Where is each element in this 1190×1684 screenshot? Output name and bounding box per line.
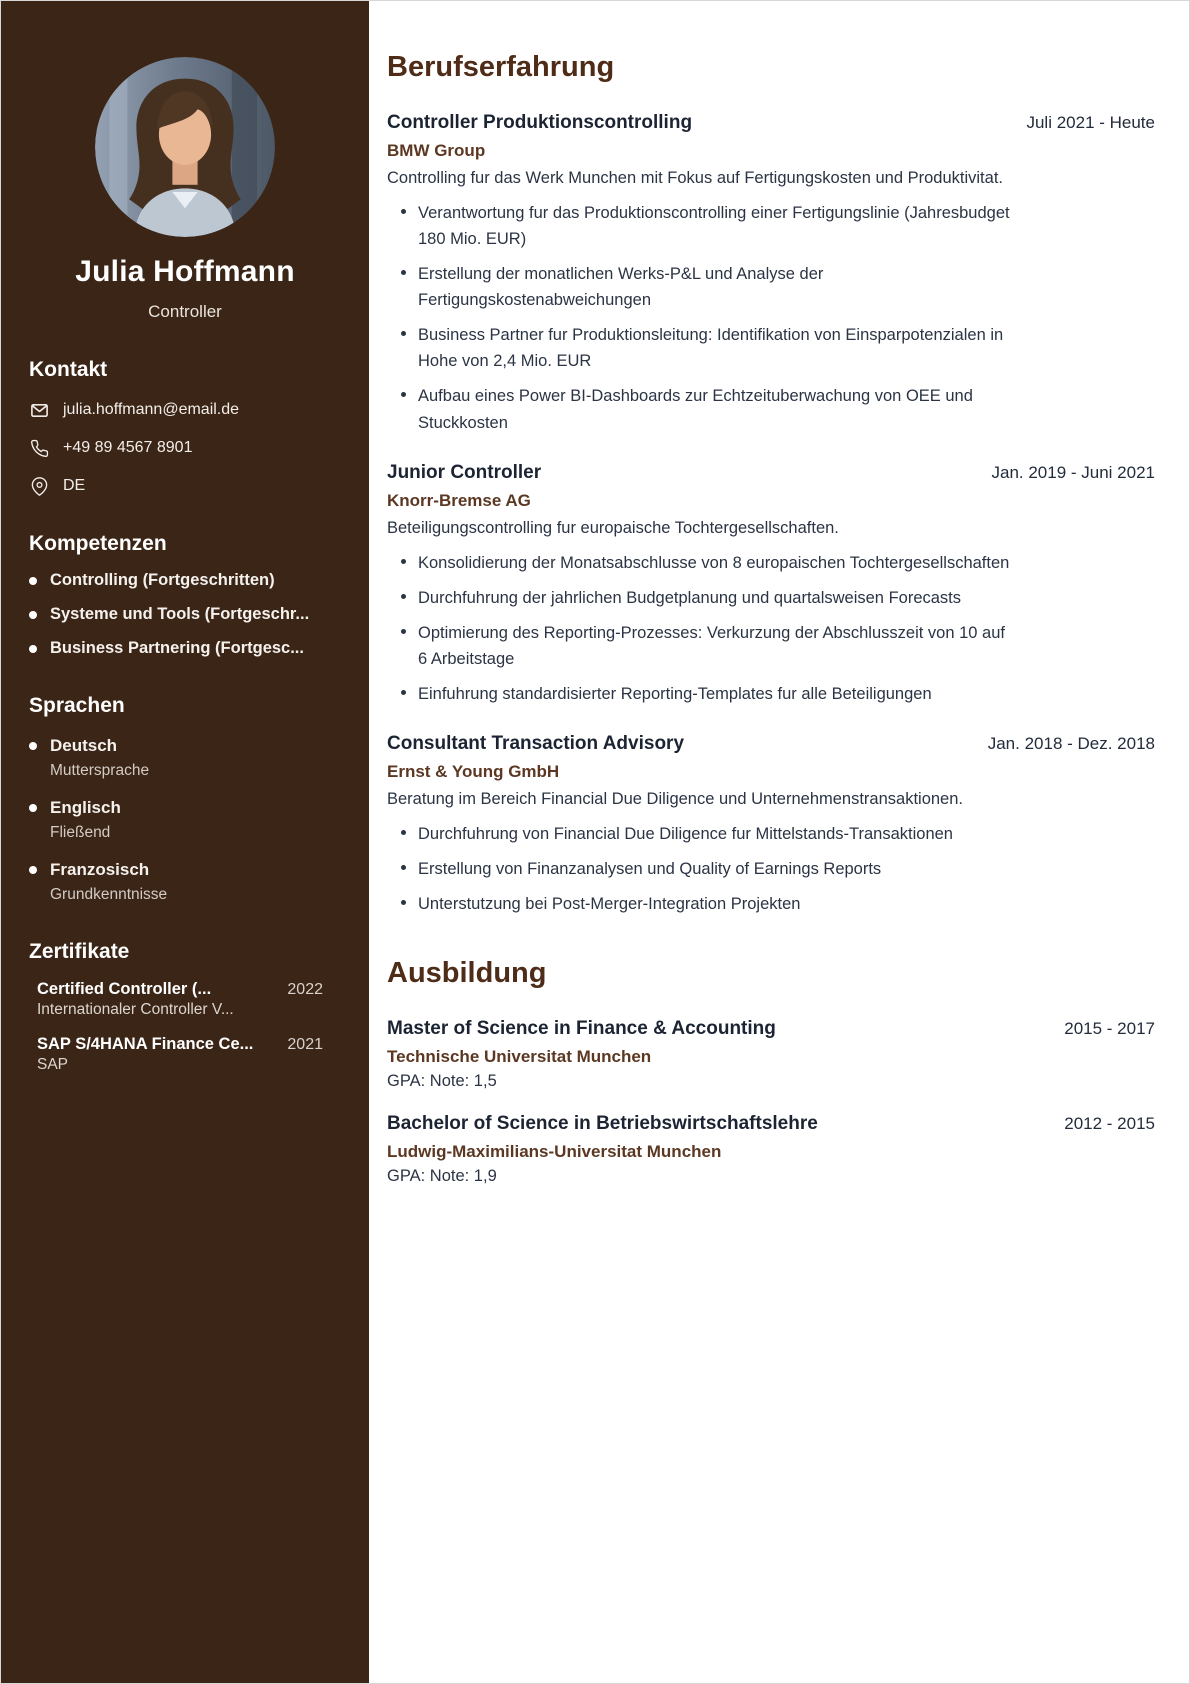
job-bullet: Durchfuhrung von Financial Due Diligence fur Mittelstands-Transaktionen <box>387 821 1012 847</box>
bullet-dot-icon <box>29 804 37 812</box>
bullet-dot-icon <box>29 645 37 653</box>
job-description: Beteiligungscontrolling fur europaische Tochtergesellschaften. <box>387 518 839 537</box>
job-company: Knorr-Bremse AG <box>387 490 531 510</box>
language-name-row <box>29 798 341 818</box>
certificate-issuer: Internationaler Controller V... <box>37 1001 234 1018</box>
job-title: Controller Produktionscontrolling <box>387 112 693 133</box>
profile-photo-image <box>95 57 275 237</box>
contact-phone-row <box>29 438 341 458</box>
job-header <box>387 462 1155 484</box>
job-company: Ernst & Young GmbH <box>387 761 560 781</box>
education-school: Ludwig-Maximilians-Universitat Munchen <box>387 1142 722 1162</box>
certificate-row <box>37 980 323 999</box>
job-title: Junior Controller <box>387 461 542 483</box>
job-bullet-list <box>387 200 1155 436</box>
education-degree: Bachelor of Science in Betriebswirtschaftslehre <box>387 1113 818 1135</box>
certificate-year: 2021 <box>287 1036 323 1053</box>
language-item <box>29 798 341 842</box>
bullet-dot-icon <box>29 742 37 750</box>
contact-email-row <box>29 400 341 420</box>
language-item <box>29 736 341 780</box>
job-dates: Jan. 2018 - Dez. 2018 <box>987 733 1155 753</box>
job-header <box>387 733 1155 755</box>
certificate-name: Certified Controller (... <box>37 980 212 998</box>
person-name: Julia Hoffmann <box>75 255 295 288</box>
education-section-heading: Ausbildung <box>387 957 547 990</box>
certificate-name: SAP S/4HANA Finance Ce... <box>37 1035 254 1053</box>
certificate-row <box>37 1035 323 1054</box>
job-bullet-list <box>387 550 1155 707</box>
education-gpa: GPA: Note: 1,9 <box>387 1167 497 1186</box>
education-degree: Master of Science in Finance & Accounting <box>387 1018 776 1040</box>
job-description: Beratung im Bereich Financial Due Diligence und Unternehmenstransaktionen. <box>387 789 963 808</box>
job-bullet-list <box>387 821 1155 917</box>
certificates-section <box>1 940 369 1074</box>
sidebar <box>1 1 369 1683</box>
skills-heading: Kompetenzen <box>29 532 167 555</box>
language-name-row <box>29 860 341 880</box>
job-bullet: Konsolidierung der Monatsabschlusse von 8 europaischen Tochtergesellschaften <box>387 550 1012 576</box>
job-bullet: Erstellung von Finanzanalysen und Quality of Earnings Reports <box>387 856 1012 882</box>
skill-label: Business Partnering (Fortgesc... <box>50 639 304 657</box>
job-title: Consultant Transaction Advisory <box>387 732 685 754</box>
job-header <box>387 112 1155 134</box>
phone-icon <box>29 438 49 458</box>
skills-section <box>1 532 369 658</box>
email-icon <box>29 400 49 420</box>
bullet-dot-icon <box>29 611 37 619</box>
job-bullet: Verantwortung fur das Produktionscontrolling einer Fertigungslinie (Jahresbudget 180 Mio. EUR) <box>387 200 1012 252</box>
education-header <box>387 1113 1155 1135</box>
job-bullet: Optimierung des Reporting-Prozesses: Verkurzung der Abschlusszeit von 10 auf 6 Arbeitstage <box>387 620 1012 672</box>
job-bullet: Einfuhrung standardisierter Reporting-Templates fur alle Beteiligungen <box>387 681 1012 707</box>
job-description: Controlling fur das Werk Munchen mit Fokus auf Fertigungskosten und Produktivitat. <box>387 169 1003 187</box>
job-bullet: Erstellung der monatlichen Werks-P&L und Analyse der Fertigungskostenabweichungen <box>387 261 1012 313</box>
language-name-row <box>29 736 341 756</box>
education-entry <box>387 1018 1155 1091</box>
certificate-issuer: SAP <box>37 1056 69 1073</box>
language-name: Deutsch <box>50 736 118 755</box>
contact-location-value: DE <box>63 477 86 494</box>
language-level: Grundkenntnisse <box>50 886 168 903</box>
skill-label: Controlling (Fortgeschritten) <box>50 571 275 589</box>
skill-item <box>29 571 341 590</box>
certificate-item <box>19 980 341 1019</box>
person-job-title: Controller <box>148 302 222 321</box>
contact-email-value: julia.hoffmann@email.de <box>63 401 240 418</box>
experience-section-heading: Berufserfahrung <box>387 51 615 83</box>
languages-section <box>1 694 369 904</box>
language-item <box>29 860 341 904</box>
bullet-dot-icon <box>29 577 37 585</box>
education-gpa: GPA: Note: 1,5 <box>387 1072 497 1091</box>
language-name: Franzosisch <box>50 860 150 879</box>
language-name: Englisch <box>50 798 121 817</box>
job-bullet: Unterstutzung bei Post-Merger-Integration Projekten <box>387 891 1012 917</box>
job-entry <box>387 112 1155 436</box>
job-entry <box>387 733 1155 917</box>
contact-phone-value: +49 89 4567 8901 <box>63 439 193 456</box>
certificate-item <box>19 1035 341 1074</box>
main-content <box>369 1 1189 1683</box>
bullet-dot-icon <box>29 866 37 874</box>
education-header <box>387 1018 1155 1040</box>
job-dates: Juli 2021 - Heute <box>1026 113 1155 132</box>
education-dates: 2015 - 2017 <box>1064 1019 1155 1039</box>
contact-section <box>1 358 369 496</box>
skill-label: Systeme und Tools (Fortgeschr... <box>50 605 310 623</box>
education-entry <box>387 1113 1155 1186</box>
language-level: Muttersprache <box>50 762 150 779</box>
skill-item <box>29 639 341 658</box>
job-dates: Jan. 2019 - Juni 2021 <box>991 462 1155 482</box>
contact-location-row <box>29 476 341 496</box>
job-bullet: Durchfuhrung der jahrlichen Budgetplanung und quartalsweisen Forecasts <box>387 585 1012 611</box>
education-school: Technische Universitat Munchen <box>387 1047 652 1067</box>
profile-photo <box>1 57 369 237</box>
contact-heading: Kontakt <box>29 358 108 381</box>
skill-item <box>29 605 341 624</box>
language-level: Fließend <box>50 824 111 841</box>
location-pin-icon <box>29 476 49 496</box>
certificate-year: 2022 <box>287 981 323 998</box>
languages-heading: Sprachen <box>29 694 125 717</box>
job-bullet: Aufbau eines Power BI-Dashboards zur Echtzeituberwachung von OEE und Stuckkosten <box>387 383 1012 435</box>
job-company: BMW Group <box>387 141 486 160</box>
job-bullet: Business Partner fur Produktionsleitung: Identifikation von Einsparpotenzialen in Hohe von 2,4 Mio. EUR <box>387 322 1012 374</box>
job-entry <box>387 462 1155 707</box>
education-dates: 2012 - 2015 <box>1064 1114 1155 1134</box>
certificates-heading: Zertifikate <box>29 940 130 963</box>
